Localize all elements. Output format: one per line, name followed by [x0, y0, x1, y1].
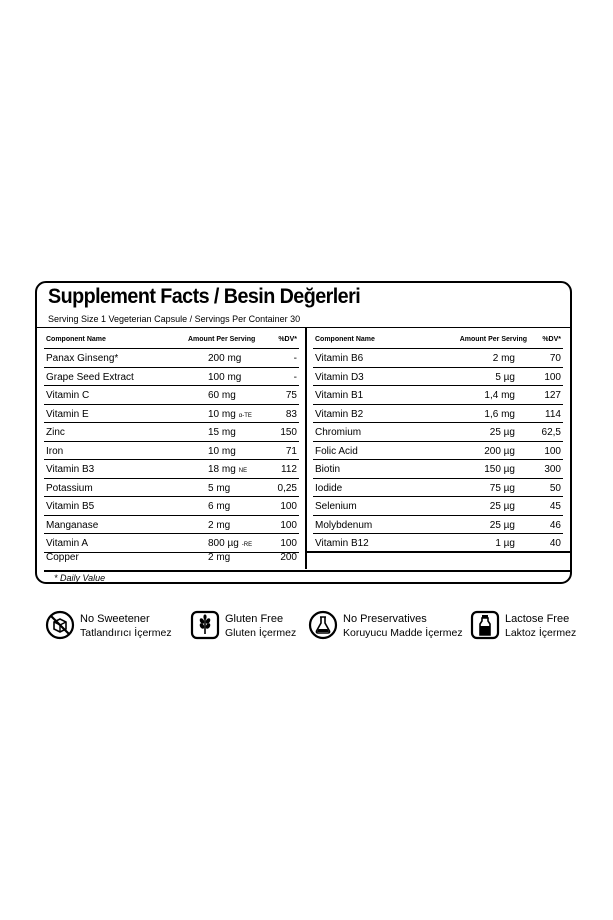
nutrient-name: Grape Seed Extract	[46, 371, 134, 383]
serving-info: Serving Size 1 Vegeterian Capsule / Servings Per Container 30	[48, 314, 301, 324]
nutrient-amount	[208, 464, 247, 475]
daily-value-footnote: * Daily Value	[54, 573, 106, 583]
nutrient-name: Copper	[46, 551, 79, 563]
table-row	[44, 534, 299, 553]
daily-value: 100	[280, 519, 297, 531]
no-sugar-icon	[45, 610, 75, 640]
header-amount: Amount Per Serving	[188, 336, 256, 343]
daily-value: -	[293, 353, 297, 364]
right-nutrient-table	[313, 334, 563, 553]
table-row	[44, 479, 299, 498]
nutrient-amount	[208, 538, 252, 549]
amount-unit: -RE	[241, 542, 253, 548]
table-row	[44, 516, 299, 535]
nutrient-amount	[208, 446, 236, 457]
nutrient-name: Vitamin B1	[315, 390, 364, 401]
nutrient-name: Vitamin B6	[315, 353, 364, 364]
amount-value: 200 mg	[208, 353, 242, 364]
flask-icon	[308, 610, 338, 640]
nutrient-name: Folic Acid	[315, 445, 358, 457]
nutrient-amount: 1 µg	[495, 538, 515, 549]
amount-value: 60 mg	[208, 390, 236, 401]
daily-value: 100	[544, 445, 561, 457]
daily-value: 40	[549, 538, 561, 549]
right-table-bottom-rule	[307, 551, 570, 553]
nutrient-amount	[208, 552, 230, 563]
nutrient-name: Selenium	[315, 501, 357, 512]
header-component: Component Name	[315, 336, 375, 343]
nutrient-amount: 75 µg	[489, 482, 515, 494]
daily-value: 200	[280, 551, 297, 563]
table-row	[313, 423, 563, 442]
table-row	[313, 479, 563, 498]
table-row	[44, 349, 299, 368]
header-amount: Amount Per Serving	[459, 336, 527, 343]
nutrient-name: Vitamin A	[46, 538, 89, 549]
table-row	[44, 405, 299, 424]
amount-value: 5 mg	[208, 482, 231, 494]
table-row	[44, 423, 299, 442]
table-row	[313, 534, 563, 553]
wheat-icon	[190, 610, 220, 640]
column-divider	[305, 327, 307, 569]
daily-value: 112	[281, 464, 297, 475]
nutrient-amount: 25 µg	[489, 501, 515, 512]
amount-value: 10 mg	[208, 408, 236, 420]
nutrient-name: Zinc	[46, 427, 65, 438]
nutrient-name: Manganase	[46, 519, 99, 531]
nutrient-name: Vitamin B2	[315, 408, 364, 420]
amount-value: 10 mg	[208, 445, 236, 457]
amount-value: 100 mg	[208, 371, 242, 383]
table-row	[313, 442, 563, 461]
table-row	[44, 460, 299, 479]
nutrient-name: Iodide	[315, 482, 343, 494]
header-dv: %DV*	[278, 336, 297, 343]
daily-value: 50	[549, 482, 561, 494]
badge-title: No Sweetener	[80, 613, 150, 625]
daily-value: 100	[280, 501, 297, 512]
daily-value: 62,5	[541, 427, 561, 438]
table-row	[44, 497, 299, 516]
amount-unit: α-TE	[238, 412, 252, 419]
header-dv: %DV*	[542, 336, 561, 343]
nutrient-amount	[208, 372, 241, 383]
nutrient-name: Potassium	[46, 482, 93, 494]
badge-title: No Preservatives	[343, 613, 427, 625]
daily-value: 300	[544, 464, 561, 475]
nutrient-name: Molybdenum	[315, 519, 373, 531]
nutrient-name: Vitamin B12	[315, 538, 369, 549]
table-row	[313, 516, 563, 535]
daily-value: 100	[280, 538, 297, 549]
nutrient-name: Iron	[46, 445, 64, 457]
nutrient-amount	[208, 520, 230, 531]
nutrient-name: Chromium	[315, 427, 362, 438]
nutrient-amount: 1,4 mg	[484, 390, 515, 401]
nutrient-amount	[208, 390, 236, 401]
nutrient-amount: 5 µg	[495, 371, 515, 383]
nutrient-name: Vitamin C	[46, 390, 90, 401]
nutrient-name: Panax Ginseng*	[46, 353, 119, 364]
daily-value: 71	[285, 445, 297, 457]
daily-value: 70	[549, 353, 561, 364]
table-row	[313, 386, 563, 405]
amount-value: 2 mg	[208, 551, 231, 563]
daily-value: 127	[544, 390, 561, 401]
nutrient-amount	[208, 409, 252, 420]
amount-value: 2 mg	[208, 519, 231, 531]
badge-title: Gluten Free	[225, 613, 284, 625]
daily-value: 83	[285, 408, 297, 420]
amount-value: 6 mg	[208, 501, 231, 512]
badge-subtitle: Koruyucu Madde İçermez	[343, 627, 463, 639]
nutrient-amount: 2 mg	[492, 353, 515, 364]
nutrient-amount: 200 µg	[484, 445, 515, 457]
nutrient-amount	[208, 427, 236, 438]
daily-value: 75	[285, 390, 297, 401]
amount-unit: NE	[238, 468, 248, 474]
nutrient-amount: 150 µg	[484, 464, 515, 475]
table-row	[313, 497, 563, 516]
daily-value: 100	[544, 371, 561, 383]
badge-subtitle: Tatlandırıcı İçermez	[80, 627, 172, 639]
nutrient-amount	[208, 353, 241, 364]
left-nutrient-table	[44, 334, 299, 565]
nutrient-name: Vitamin B5	[46, 501, 95, 512]
panel-title: Supplement Facts / Besin Değerleri	[48, 285, 361, 308]
nutrient-name: Vitamin D3	[315, 371, 364, 383]
table-header	[313, 334, 563, 349]
table-row	[44, 386, 299, 405]
daily-value: -	[293, 371, 297, 383]
nutrient-name: Vitamin E	[46, 408, 89, 420]
nutrient-amount: 1,6 mg	[484, 408, 515, 420]
table-row	[313, 349, 563, 368]
daily-value: 45	[549, 501, 561, 512]
nutrient-amount	[208, 501, 230, 512]
daily-value: 150	[280, 427, 297, 438]
badge-subtitle: Gluten İçermez	[225, 627, 297, 639]
nutrient-name: Biotin	[315, 464, 341, 475]
table-row	[313, 460, 563, 479]
table-row	[313, 405, 563, 424]
milk-bottle-icon	[470, 610, 500, 640]
table-header	[44, 334, 299, 349]
amount-value: 800 µg	[208, 538, 239, 549]
table-row	[44, 368, 299, 387]
daily-value: 0,25	[277, 482, 297, 494]
badge-title: Lactose Free	[505, 613, 570, 625]
daily-value: 46	[549, 519, 561, 531]
footer-divider	[44, 570, 570, 572]
table-row	[44, 553, 299, 565]
nutrient-amount: 25 µg	[489, 427, 515, 438]
nutrient-name: Vitamin B3	[46, 464, 95, 475]
daily-value: 114	[545, 408, 561, 420]
supplement-facts-panel	[35, 281, 572, 584]
nutrient-amount: 25 µg	[489, 519, 515, 531]
amount-value: 15 mg	[208, 427, 236, 438]
header-component: Component Name	[46, 336, 106, 343]
amount-value: 18 mg	[208, 464, 236, 475]
header-divider	[37, 327, 570, 328]
table-row	[44, 442, 299, 461]
table-row	[313, 368, 563, 387]
badge-subtitle: Laktoz İçermez	[505, 627, 577, 639]
nutrient-amount	[208, 483, 230, 494]
